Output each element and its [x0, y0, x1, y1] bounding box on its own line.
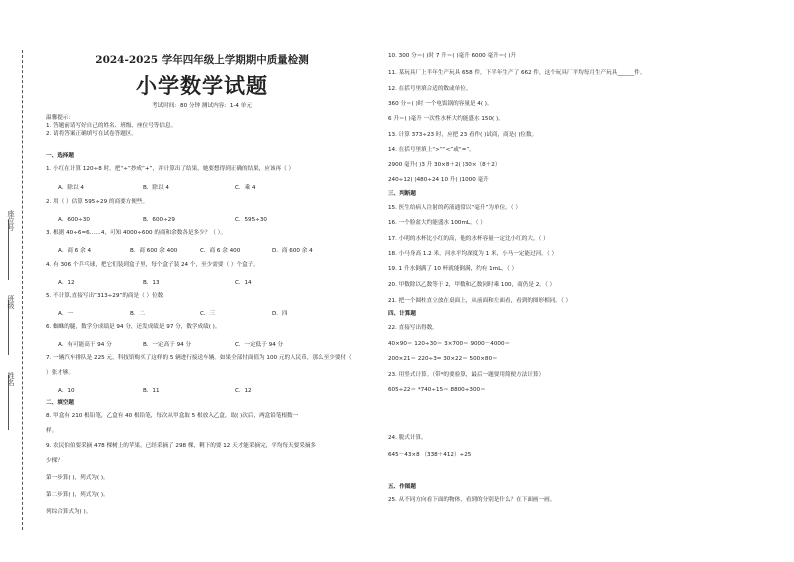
exam-main-title: 小学数学试题 [136, 73, 268, 98]
question-10: 10. 300 分＝( )时 7 升＝( )毫升 6000 毫升＝( )升 [388, 53, 516, 59]
question-22-b: 200×21＝ 220÷3≈ 30×22＝ 500×80＝ [388, 356, 498, 362]
answer-combined: 列综合算式为( )。 [46, 509, 92, 515]
binding-line [22, 50, 23, 530]
choice-option: B．除以 4 [143, 185, 169, 191]
choice-option: B．13 [143, 280, 160, 286]
choice-option: A．12 [58, 280, 75, 286]
question-25: 25. 从不同方向看下面的物体，看到的分别是什么？在下面画一画。 [388, 497, 556, 503]
question-12: 12. 在括号里填合适的数或单位。 [388, 86, 472, 92]
answer-step-2: 第二步算( )，列式为( )。 [46, 492, 109, 498]
choice-option: B．二 [130, 311, 146, 317]
choice-option: D．商 600 余 4 [272, 248, 313, 254]
question-17: 17. 小明的水杯比小红的高，他的水杯容量一定比小红的大。（ ） [388, 236, 549, 242]
choice-option: B．商 600 余 400 [130, 248, 178, 254]
question-3: 3. 根据 40÷6=6……4，可知 4000÷600 的商和余数各是多少？（ ）。 [46, 230, 227, 236]
choice-option: A．商 6 余 4 [58, 248, 92, 254]
choice-option: B．一定高于 94 分 [143, 342, 192, 348]
work-space [388, 462, 768, 487]
notice-item: 1. 答题前请写好自己的姓名、班级、座位号等信息。 [46, 123, 177, 129]
question-21: 21. 把一个圆柱直立放在桌面上，从前面和左面看，看到的图形相同。（ ） [388, 298, 572, 304]
choice-option: D．四 [272, 311, 288, 317]
choice-option: C．三 [200, 311, 216, 317]
section-heading: 五、作图题 [388, 484, 416, 490]
question-12-b: 6 升＝( )毫升 一次性水杯大约能盛水 150( )。 [388, 116, 504, 122]
question-8-cont: 样。 [46, 428, 58, 434]
section-heading: 四、计算题 [388, 311, 416, 317]
question-15: 15. 医生给病人注射的药液通常以“毫升”为单位。（ ） [388, 205, 521, 211]
question-4: 4. 有 306 个乒乓球，把它们装到盒子里，每个盒子装 24 个，至少需要（ ）个盒子。 [46, 262, 259, 268]
class-label: 班级 [7, 295, 15, 309]
question-14-b: 240÷12( )480÷24 10 升( )1000 毫升 [388, 177, 489, 183]
question-11: 11. 某玩具厂上半年生产玩具 658 件，下半年生产了 662 件，这个玩具厂平均每月生产玩具______件。 [388, 70, 646, 76]
choice-option: A．600÷30 [58, 217, 90, 223]
choice-option: C．乘 4 [235, 185, 256, 191]
question-2: 2. 用（ ）估算 595÷29 的商要方便些。 [46, 199, 149, 205]
question-9: 9. 农民伯伯要采摘 478 棵树上的苹果，已经采摘了 298 棵，剩下的要 12 天才能采摘完，平均每天要采摘多 [46, 443, 317, 449]
question-20: 20. 甲数除以乙数等于 2，甲数和乙数同时乘 100，商仍是 2。（ ） [388, 282, 556, 288]
work-space [388, 398, 768, 428]
question-24: 24. 脱式计算。 [388, 435, 427, 441]
question-5: 5. 不计算,直接写出“313÷29”的商是（ ）位数 [46, 293, 164, 299]
choice-option: C．12 [235, 388, 252, 394]
name-label: 姓名 [7, 372, 15, 386]
question-1: 1. 小红在计算 120÷8 时，把“÷”抄成“+”，并计算出了结果，她要想得到正确的结果，应该再（ ） [46, 166, 295, 172]
choice-option: C．14 [235, 280, 252, 286]
question-18: 18. 小马身高 1.2 米，河水平均深度为 1 米，小马一定能过河。（ ） [388, 251, 558, 257]
question-8: 8. 甲盒有 210 根铅笔，乙盒有 40 根铅笔，每次从甲盒取 5 根放入乙盒，取( )次后，两盒铅笔根数一 [46, 413, 299, 419]
question-14-a: 2900 毫升( )3 升 30×8＋2( )30×（8＋2） [388, 162, 501, 168]
binding-margin [0, 40, 40, 540]
choice-option: A．10 [58, 388, 75, 394]
question-9-cont: 少棵？ [46, 458, 63, 464]
notice-item: 2. 请将答案正确填写在试卷答题区。 [46, 131, 138, 137]
question-14: 14. 在括号里填上“>”“<”或“=”。 [388, 147, 475, 153]
notice-title: 温馨提示： [46, 115, 74, 121]
question-22-a: 40×90＝ 120÷30＝ 3×700＝ 9000－4000＝ [388, 341, 511, 347]
choice-option: C．一定低于 94 分 [235, 342, 284, 348]
seat-label: 座位号 [7, 210, 15, 231]
question-19: 19. 1 升水倒满了 10 杯就能倒满，约有 1mL。（ ） [388, 266, 518, 272]
question-13: 13. 计算 373÷23 时，应把 23 看作( )试商，商是( )位数。 [388, 132, 538, 138]
section-heading: 三、判断题 [388, 191, 416, 197]
question-22: 22. 直接写出得数。 [388, 325, 438, 331]
choice-option: B．11 [143, 388, 160, 394]
question-23-a: 605÷22＝ *740÷15＝ 8800÷300＝ [388, 387, 486, 393]
choice-option: C．595÷30 [235, 217, 267, 223]
exam-year-title: 2024-2025 学年四年级上学期期中质量检测 [95, 54, 309, 66]
choice-option: A．除以 4 [58, 185, 84, 191]
question-12-a: 360 分＝( )时 一个电饭锅的容量是 4( )。 [388, 101, 493, 107]
answer-step-1: 第一步算( )，列式为( )。 [46, 475, 109, 481]
choice-option: C．商 6 余 400 [200, 248, 241, 254]
choice-option: B．600÷29 [143, 217, 175, 223]
choice-option: A．一 [58, 311, 74, 317]
question-7-cont: ）张才够。 [46, 370, 74, 376]
question-23: 23. 用竖式计算。（带*的要验算，最后一题要用简便方法计算） [388, 372, 545, 378]
choice-option: A．有可能高于 94 分 [58, 342, 112, 348]
question-6: 6. 蜘蛛的腿，数学分成绩是 94 分，还发成绩是 97 分，数学成绩( )。 [46, 324, 221, 330]
section-heading: 二、填空题 [46, 400, 74, 406]
section-heading: 一、选择题 [46, 153, 74, 159]
exam-info: 考试时间：80 分钟 测试内容：1-4 单元 [152, 103, 252, 109]
question-7: 7. 一辆汽车排队是 225 元，科技馆购买了这样的 5 辆进行接送车辆。如果全部付面值为 100 元的人民币，那么至少要付（ [46, 355, 352, 361]
question-24-a: 645－43×8 （338＋412）÷25 [388, 452, 472, 458]
question-16: 16. 一个脸盆大约能盛水 100mL。（ ） [388, 220, 486, 226]
